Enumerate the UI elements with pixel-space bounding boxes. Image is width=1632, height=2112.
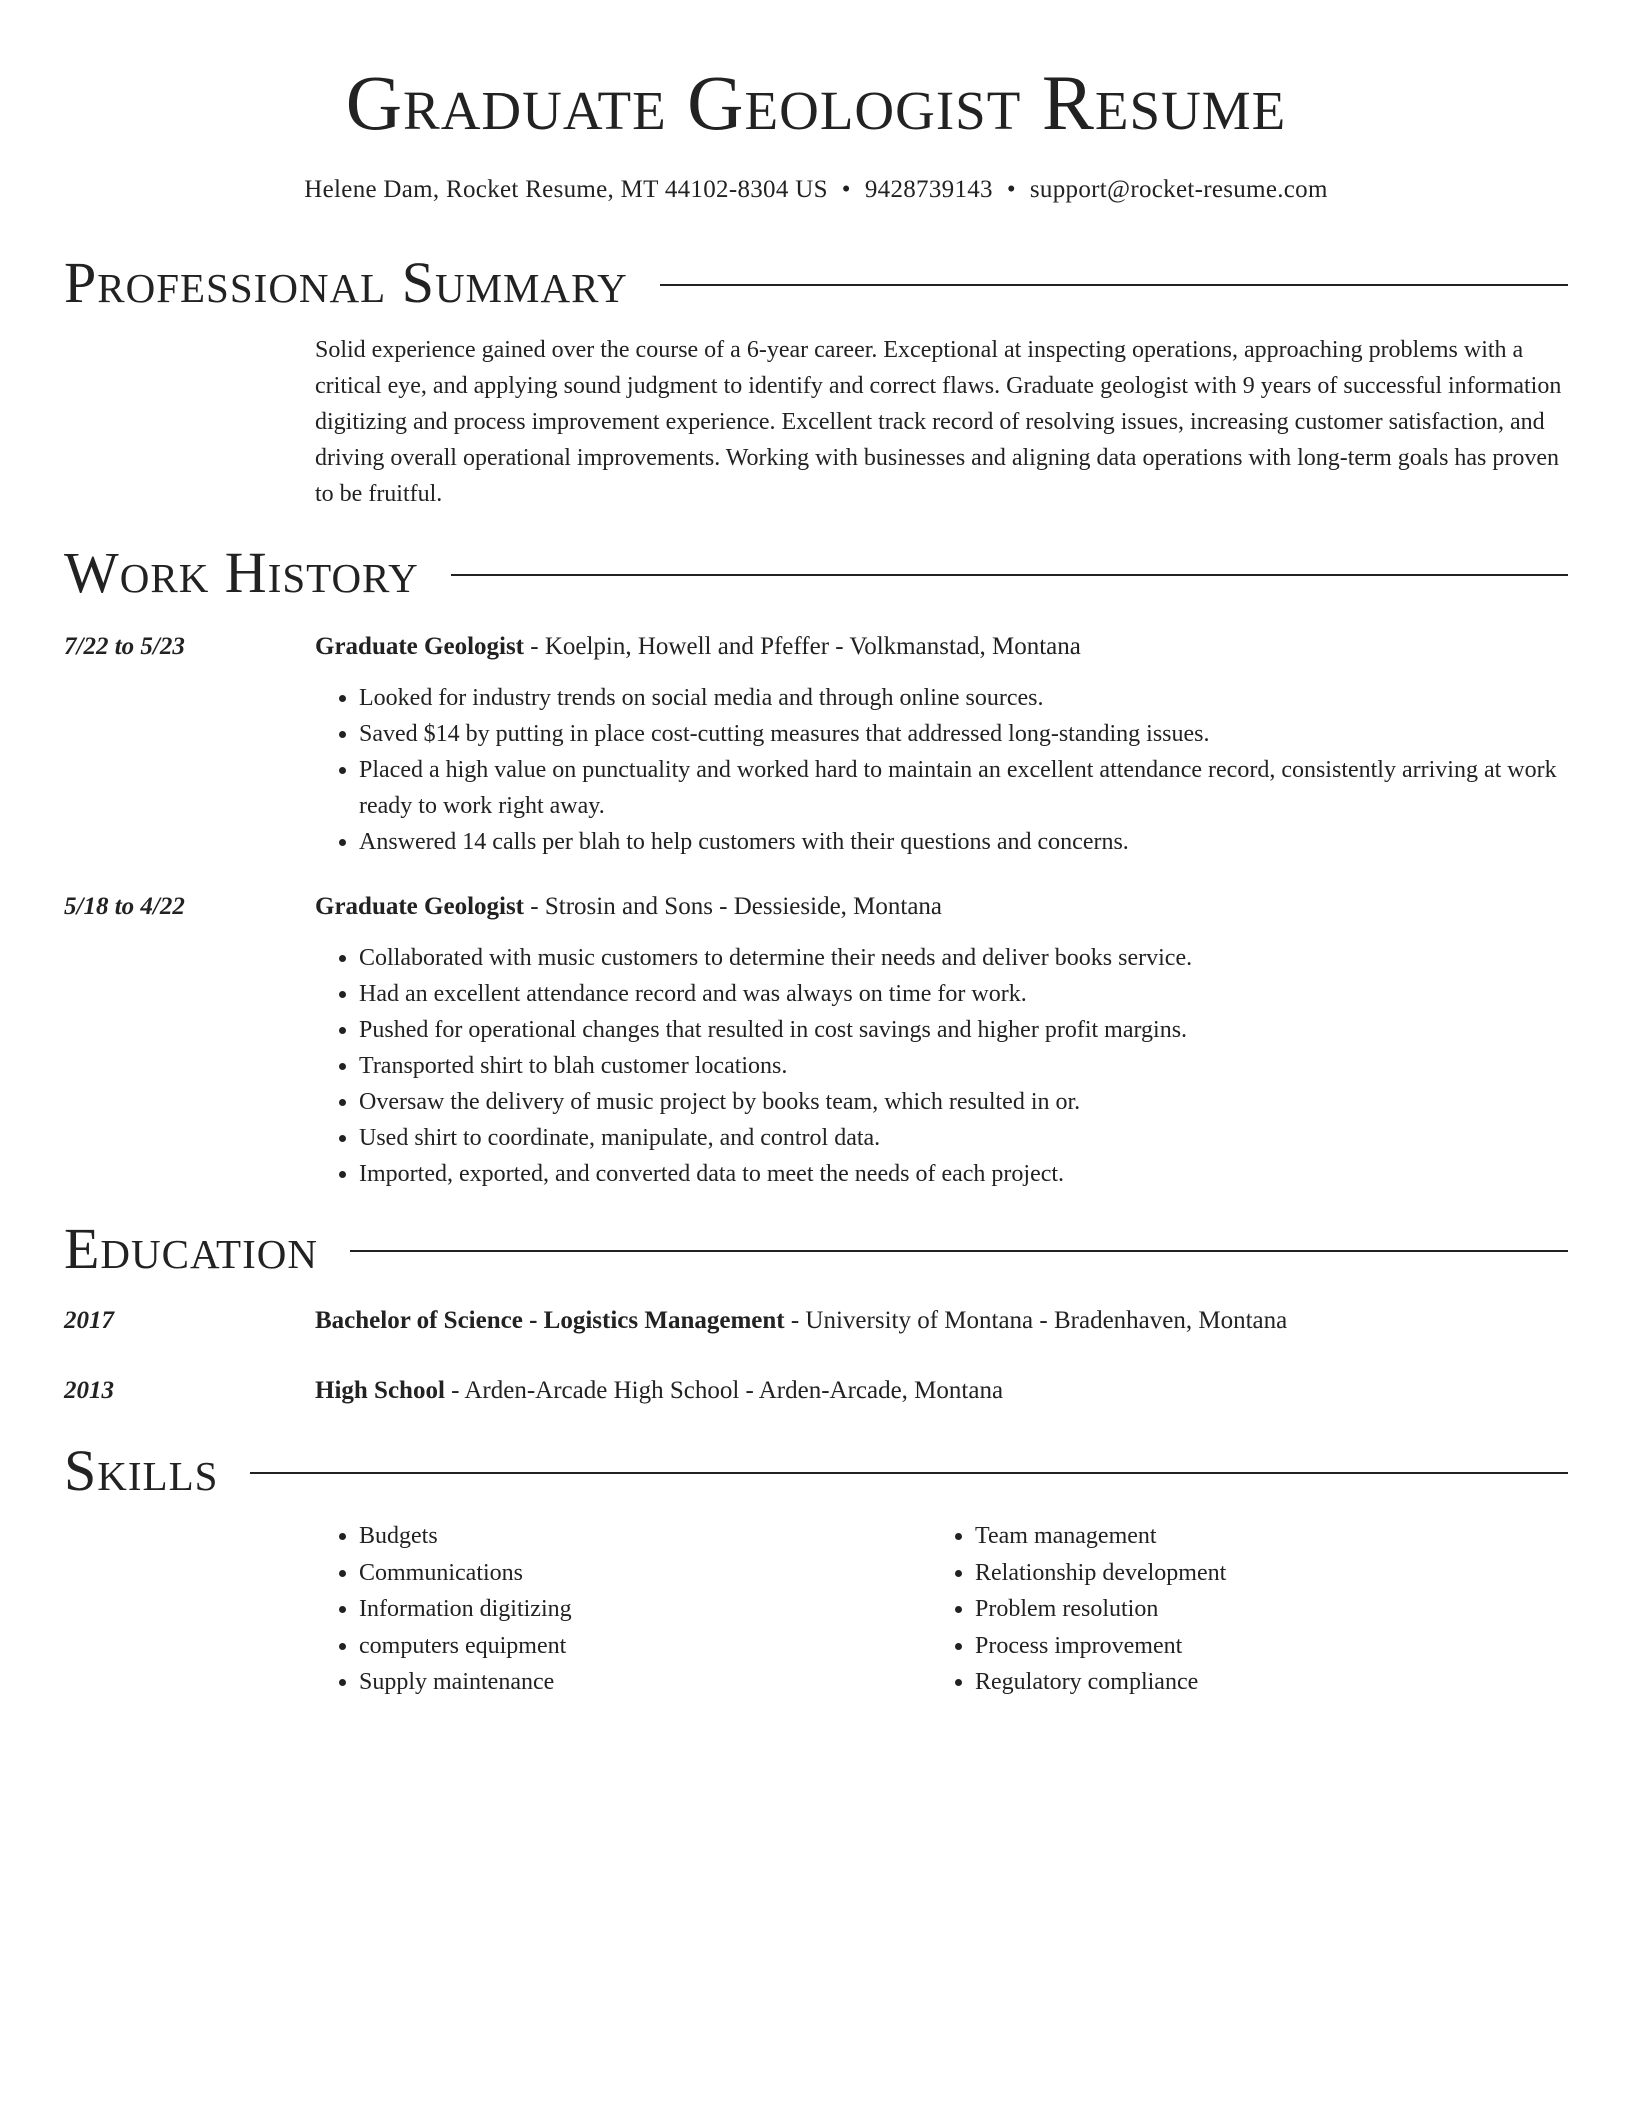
list-item: • Imported, exported, and converted data to meet the needs of each project. xyxy=(359,1156,1568,1192)
skill-item: • Process improvement xyxy=(975,1628,1547,1665)
education-heading xyxy=(315,1374,1568,1408)
job-bullet-list xyxy=(315,680,1568,860)
job-details: - Strosin and Sons - Dessieside, Montana xyxy=(524,893,943,920)
work-section-header xyxy=(64,538,1568,608)
job-details: - Koelpin, Howell and Pfeffer - Volkmanstad, Montana xyxy=(524,633,1081,660)
education-year: 2017 xyxy=(64,1307,114,1334)
education-entry xyxy=(64,1374,1568,1408)
contact-email[interactable]: support@rocket-resume.com xyxy=(1029,176,1328,203)
summary-row xyxy=(64,332,1568,512)
skill-item: • Supply maintenance xyxy=(359,1664,931,1701)
skills-columns xyxy=(315,1518,1547,1701)
list-item: • Transported shirt to blah customer locations. xyxy=(359,1048,1568,1084)
job-title: Graduate Geologist xyxy=(315,633,525,660)
summary-section-header xyxy=(64,248,1568,318)
job-dates: 5/18 to 4/22 xyxy=(64,893,185,920)
skill-item: • Budgets xyxy=(359,1518,931,1555)
education-entry xyxy=(64,1304,1568,1338)
list-item: • Answered 14 calls per blah to help customers with their questions and concerns. xyxy=(359,824,1568,860)
section-divider xyxy=(250,1472,1568,1474)
section-divider xyxy=(660,284,1568,286)
skills-section-header xyxy=(64,1436,1568,1506)
contact-separator: • xyxy=(841,176,851,203)
skill-item: • Problem resolution xyxy=(975,1591,1547,1628)
job-bullet-list xyxy=(315,940,1568,1192)
section-divider xyxy=(350,1250,1568,1252)
skill-item: • Relationship development xyxy=(975,1555,1547,1592)
section-title-education: Education xyxy=(64,1216,318,1281)
education-heading xyxy=(315,1304,1568,1338)
resume-page xyxy=(64,0,1568,1701)
section-title-summary: Professional Summary xyxy=(64,250,628,315)
job-dates: 7/22 to 5/23 xyxy=(64,633,185,660)
page-title: Graduate Geologist Resume xyxy=(345,59,1287,146)
skills-list-left xyxy=(315,1518,931,1701)
education-section-header xyxy=(64,1214,1568,1284)
job-title: Graduate Geologist xyxy=(315,893,525,920)
contact-address: Helene Dam, Rocket Resume, MT 44102-8304 US xyxy=(304,176,828,203)
list-item: • Had an excellent attendance record and was always on time for work. xyxy=(359,976,1568,1012)
list-item: • Placed a high value on punctuality and worked hard to maintain an excellent attendance record, consistently arriving at work ready to work right away. xyxy=(359,752,1568,824)
section-title-skills: Skills xyxy=(64,1438,219,1503)
job-left-spacer xyxy=(64,664,315,860)
job-heading xyxy=(315,630,1568,664)
list-item: • Collaborated with music customers to determine their needs and deliver books service. xyxy=(359,940,1568,976)
education-degree: Bachelor of Science - Logistics Management xyxy=(315,1307,785,1334)
list-item: • Pushed for operational changes that resulted in cost savings and higher profit margins. xyxy=(359,1012,1568,1048)
section-divider xyxy=(451,574,1568,576)
summary-left-spacer xyxy=(64,332,315,512)
list-item: • Oversaw the delivery of music project by books team, which resulted in or. xyxy=(359,1084,1568,1120)
summary-text: Solid experience gained over the course of a 6-year career. Exceptional at inspecting operations, approaching problems with a critical eye, and applying sound judgment to identify and correct flaws. Graduate geologist with 9 years of successful information digitizing and process improvement experience. Excellent track record of resolving issues, increasing customer satisfaction, and driving overall operational improvements. Working with businesses and aligning data operations with long-term goals has proven to be fruitful. xyxy=(315,337,1562,507)
skill-item: • Communications xyxy=(359,1555,931,1592)
education-degree: High School xyxy=(315,1377,445,1404)
education-details: - University of Montana - Bradenhaven, Montana xyxy=(784,1307,1288,1334)
skills-list-right xyxy=(931,1518,1547,1701)
skill-item: • computers equipment xyxy=(359,1628,931,1665)
contact-phone: 9428739143 xyxy=(864,176,993,203)
skills-row xyxy=(64,1506,1568,1701)
list-item: • Looked for industry trends on social media and through online sources. xyxy=(359,680,1568,716)
skill-item: • Information digitizing xyxy=(359,1591,931,1628)
job-entry xyxy=(64,890,1568,1192)
section-title-work: Work History xyxy=(64,540,419,605)
contact-line xyxy=(64,176,1568,204)
job-heading xyxy=(315,890,1568,924)
skills-left-spacer xyxy=(64,1506,315,1701)
education-details: - Arden-Arcade High School - Arden-Arcade, Montana xyxy=(444,1377,1004,1404)
job-entry xyxy=(64,630,1568,860)
list-item: • Used shirt to coordinate, manipulate, and control data. xyxy=(359,1120,1568,1156)
skill-item: • Team management xyxy=(975,1518,1547,1555)
education-year: 2013 xyxy=(64,1377,114,1404)
job-left-spacer xyxy=(64,924,315,1192)
skill-item: • Regulatory compliance xyxy=(975,1664,1547,1701)
list-item: • Saved $14 by putting in place cost-cutting measures that addressed long-standing issues. xyxy=(359,716,1568,752)
contact-separator: • xyxy=(1006,176,1016,203)
